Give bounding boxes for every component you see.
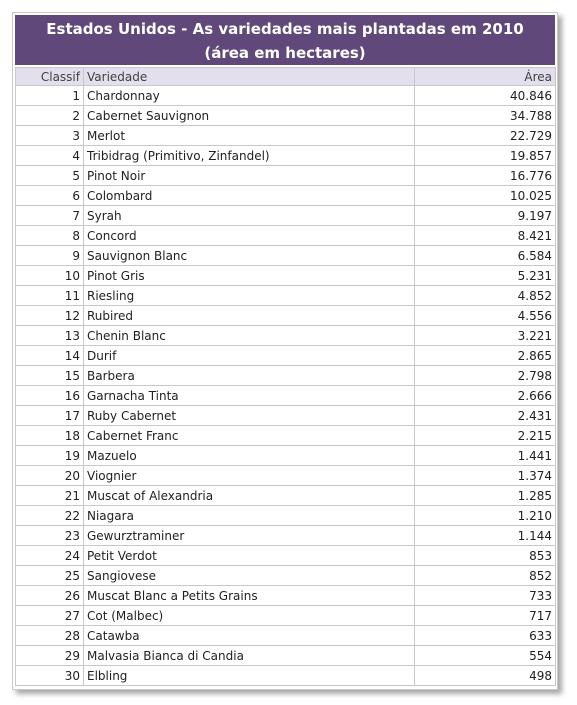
rank-cell: 12 xyxy=(16,306,84,326)
table-row xyxy=(16,86,556,106)
rank-cell: 4 xyxy=(16,146,84,166)
area-cell: 2.215 xyxy=(415,426,556,446)
rank-cell: 7 xyxy=(16,206,84,226)
rank-cell: 11 xyxy=(16,286,84,306)
area-cell: 633 xyxy=(415,626,556,646)
table-row xyxy=(16,586,556,606)
header-rank: Classif xyxy=(16,68,84,86)
table-row xyxy=(16,186,556,206)
area-cell: 1.144 xyxy=(415,526,556,546)
variety-cell: Chenin Blanc xyxy=(84,326,415,346)
area-cell: 733 xyxy=(415,586,556,606)
area-cell: 853 xyxy=(415,546,556,566)
area-cell: 2.798 xyxy=(415,366,556,386)
area-cell: 1.210 xyxy=(415,506,556,526)
table-row xyxy=(16,246,556,266)
area-cell: 1.374 xyxy=(415,466,556,486)
rank-cell: 28 xyxy=(16,626,84,646)
rank-cell: 9 xyxy=(16,246,84,266)
rank-cell: 17 xyxy=(16,406,84,426)
table-row xyxy=(16,546,556,566)
rank-cell: 18 xyxy=(16,426,84,446)
variety-cell: Concord xyxy=(84,226,415,246)
table-row xyxy=(16,406,556,426)
area-cell: 852 xyxy=(415,566,556,586)
rank-cell: 5 xyxy=(16,166,84,186)
area-cell: 1.285 xyxy=(415,486,556,506)
rank-cell: 16 xyxy=(16,386,84,406)
header-area: Área xyxy=(415,68,556,86)
variety-cell: Pinot Noir xyxy=(84,166,415,186)
rank-cell: 19 xyxy=(16,446,84,466)
table-row xyxy=(16,606,556,626)
title-line-2: (área em hectares) xyxy=(204,44,366,62)
rank-cell: 1 xyxy=(16,86,84,106)
rank-cell: 10 xyxy=(16,266,84,286)
variety-cell: Elbling xyxy=(84,666,415,686)
area-cell: 9.197 xyxy=(415,206,556,226)
table-row xyxy=(16,226,556,246)
rank-cell: 30 xyxy=(16,666,84,686)
table-row xyxy=(16,286,556,306)
variety-cell: Pinot Gris xyxy=(84,266,415,286)
variety-cell: Chardonnay xyxy=(84,86,415,106)
variety-cell: Cabernet Franc xyxy=(84,426,415,446)
table-row xyxy=(16,306,556,326)
variety-cell: Tribidrag (Primitivo, Zinfandel) xyxy=(84,146,415,166)
varieties-table xyxy=(15,67,556,686)
area-cell: 4.852 xyxy=(415,286,556,306)
area-cell: 8.421 xyxy=(415,226,556,246)
variety-cell: Garnacha Tinta xyxy=(84,386,415,406)
header-row xyxy=(16,68,556,86)
table-row xyxy=(16,366,556,386)
variety-cell: Gewurztraminer xyxy=(84,526,415,546)
area-cell: 1.441 xyxy=(415,446,556,466)
table-frame xyxy=(12,12,558,690)
area-cell: 6.584 xyxy=(415,246,556,266)
rank-cell: 8 xyxy=(16,226,84,246)
rank-cell: 20 xyxy=(16,466,84,486)
rank-cell: 25 xyxy=(16,566,84,586)
title-line-1: Estados Unidos - As variedades mais plantadas em 2010 xyxy=(46,20,524,38)
variety-cell: Riesling xyxy=(84,286,415,306)
variety-cell: Durif xyxy=(84,346,415,366)
table-row xyxy=(16,666,556,686)
table-title xyxy=(15,15,555,65)
variety-cell: Malvasia Bianca di Candia xyxy=(84,646,415,666)
variety-cell: Cot (Malbec) xyxy=(84,606,415,626)
variety-cell: Muscat Blanc a Petits Grains xyxy=(84,586,415,606)
area-cell: 4.556 xyxy=(415,306,556,326)
table-row xyxy=(16,646,556,666)
rank-cell: 13 xyxy=(16,326,84,346)
area-cell: 10.025 xyxy=(415,186,556,206)
variety-cell: Colombard xyxy=(84,186,415,206)
area-cell: 2.666 xyxy=(415,386,556,406)
variety-cell: Muscat of Alexandria xyxy=(84,486,415,506)
table-row xyxy=(16,526,556,546)
header-variety: Variedade xyxy=(84,68,415,86)
variety-cell: Viognier xyxy=(84,466,415,486)
table-row xyxy=(16,106,556,126)
area-cell: 554 xyxy=(415,646,556,666)
variety-cell: Catawba xyxy=(84,626,415,646)
table-row xyxy=(16,386,556,406)
table-row xyxy=(16,206,556,226)
area-cell: 498 xyxy=(415,666,556,686)
area-cell: 2.865 xyxy=(415,346,556,366)
rank-cell: 3 xyxy=(16,126,84,146)
area-cell: 5.231 xyxy=(415,266,556,286)
rank-cell: 23 xyxy=(16,526,84,546)
table-row xyxy=(16,326,556,346)
table-row xyxy=(16,566,556,586)
table-row xyxy=(16,626,556,646)
table-row xyxy=(16,126,556,146)
table-row xyxy=(16,486,556,506)
variety-cell: Mazuelo xyxy=(84,446,415,466)
variety-cell: Petit Verdot xyxy=(84,546,415,566)
rank-cell: 26 xyxy=(16,586,84,606)
table-row xyxy=(16,146,556,166)
variety-cell: Syrah xyxy=(84,206,415,226)
variety-cell: Sauvignon Blanc xyxy=(84,246,415,266)
rank-cell: 15 xyxy=(16,366,84,386)
table-row xyxy=(16,166,556,186)
rank-cell: 22 xyxy=(16,506,84,526)
variety-cell: Sangiovese xyxy=(84,566,415,586)
table-row xyxy=(16,506,556,526)
rank-cell: 24 xyxy=(16,546,84,566)
area-cell: 19.857 xyxy=(415,146,556,166)
rank-cell: 29 xyxy=(16,646,84,666)
table-body xyxy=(16,86,556,686)
area-cell: 22.729 xyxy=(415,126,556,146)
variety-cell: Cabernet Sauvignon xyxy=(84,106,415,126)
area-cell: 16.776 xyxy=(415,166,556,186)
area-cell: 2.431 xyxy=(415,406,556,426)
rank-cell: 14 xyxy=(16,346,84,366)
rank-cell: 2 xyxy=(16,106,84,126)
area-cell: 717 xyxy=(415,606,556,626)
table-row xyxy=(16,266,556,286)
rank-cell: 6 xyxy=(16,186,84,206)
table-row xyxy=(16,346,556,366)
table-row xyxy=(16,466,556,486)
variety-cell: Barbera xyxy=(84,366,415,386)
area-cell: 40.846 xyxy=(415,86,556,106)
variety-cell: Niagara xyxy=(84,506,415,526)
rank-cell: 27 xyxy=(16,606,84,626)
table-row xyxy=(16,426,556,446)
area-cell: 3.221 xyxy=(415,326,556,346)
variety-cell: Merlot xyxy=(84,126,415,146)
variety-cell: Rubired xyxy=(84,306,415,326)
rank-cell: 21 xyxy=(16,486,84,506)
area-cell: 34.788 xyxy=(415,106,556,126)
variety-cell: Ruby Cabernet xyxy=(84,406,415,426)
table-row xyxy=(16,446,556,466)
